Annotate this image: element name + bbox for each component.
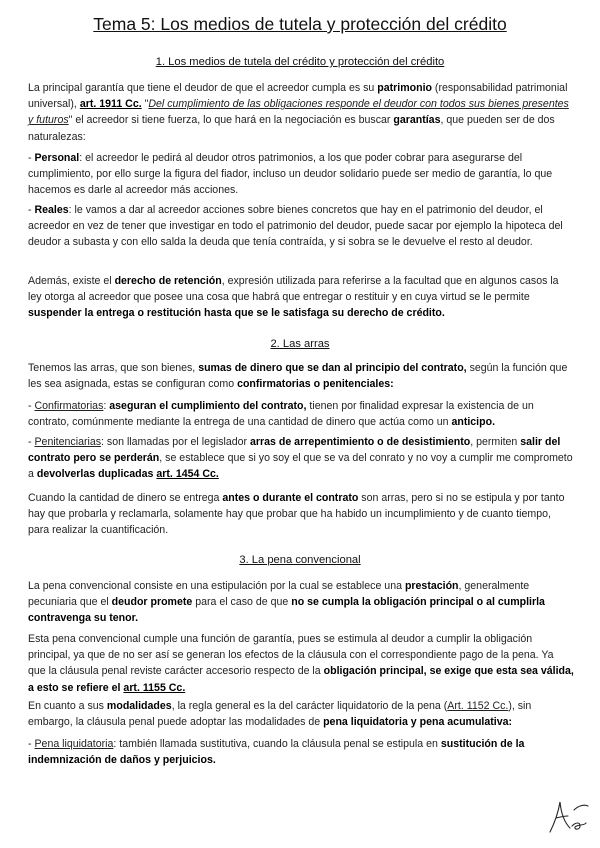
section-1-heading: 1. Los medios de tutela del crédito y protección del crédito xyxy=(155,56,445,68)
article-reference: art. 1911 Cc. xyxy=(79,98,142,111)
article-reference: art. 1155 Cc. xyxy=(123,681,186,694)
handwritten-signature xyxy=(546,796,592,836)
legal-quote: Del cumplimiento de las obligaciones responde el deudor con todos sus bienes presentes y futuros xyxy=(28,98,569,127)
section-3-paragraph-1: La pena convencional consiste en una estipulación por la cual se establece una prestación, generalmente pecuniaria que el deudor promete para el caso de que no se cumpla la obligación principal o al cumplirla contravenga su tenor. xyxy=(28,580,545,625)
section-1-paragraph-personal: - Personal: el acreedor le pedirá al deudor otros patrimonios, a los que poder cobrar para asegurarse del cumplimiento, por ello surge la figura del fiador, incluso un deudor solidario puede ser medio de garantía, lo que hacemos es darle al acreedor más acciones. xyxy=(28,152,553,197)
section-3-paragraph-pena-liquidatoria: - Pena liquidatoria: también llamada sustitutiva, cuando la cláusula penal se estipula en sustitución de la indemnización de daños y perjuicios. xyxy=(28,738,525,767)
document-title: Tema 5: Los medios de tutela y protección del crédito xyxy=(93,14,507,34)
section-2-paragraph-2: Cuando la cantidad de dinero se entrega antes o durante el contrato son arras, pero si no se estipula y por tanto hay que probarla y reclamarla, solamente hay que probar que ha habido un incumplimiento y de cuanto tiempo, para realizar la cuantificación. xyxy=(28,492,565,537)
section-1-paragraph-1: La principal garantía que tiene el deudor de que el acreedor cumpla es su patrimonio (responsabilidad patrimonial universal), art. 1911 Cc. "Del cumplimiento de las obligaciones responde el deudor con todos sus bienes presentes y futuros" el acreedor si tiene fuerza, lo que hará en la negociación es buscar garantías, que pueden ser de dos naturalezas: xyxy=(28,82,569,143)
section-2-paragraph-1: Tenemos las arras, que son bienes, sumas de dinero que se dan al principio del contrato, según la función que les sea asignada, estas se configuran como confirmatorias o penitenciales: xyxy=(28,362,568,391)
article-reference: art. 1454 Cc. xyxy=(156,468,219,481)
section-3-heading: 3. La pena convencional xyxy=(239,554,361,566)
section-2-heading: 2. Las arras xyxy=(270,338,330,350)
section-3-paragraph-3: En cuanto a sus modalidades, la regla general es la del carácter liquidatorio de la pena (Art. 1152 Cc.), sin embargo, la cláusula penal puede adoptar las modalidades de pena liquidatoria y pena acumulativa: xyxy=(28,700,532,729)
section-3-paragraph-2: Esta pena convencional cumple una función de garantía, pues se estimula al deudor a cumplir la obligación principal, ya que de no ser así se generan los efectos de la cláusula con el correspondiente pago de la pena. Ya que la cláusula penal reviste carácter accesorio respecto de la obligación principal, se exige que esta sea válida, a esto se refiere el art. 1155 Cc. xyxy=(28,633,574,694)
section-1-paragraph-retencion: Además, existe el derecho de retención, expresión utilizada para referirse a la facultad que en algunos casos la ley otorga al acreedor que posee una cosa que habrá que entregar o restituir y en cuya virtud se le permite suspender la entrega o restitución hasta que se le satisfaga su derecho de crédito. xyxy=(28,275,559,320)
section-1-paragraph-reales: - Reales: le vamos a dar al acreedor acciones sobre bienes concretos que hay en el patrimonio del deudor, el acreedor en vez de tener que investigar en todo el patrimonio del deudor, puede sacar por ejemplo la hipoteca del deudor a subasta y con ello salda la deuda que tenía contraída, y si sobra se le devuelve el resto al deudor. xyxy=(28,204,563,249)
section-2-paragraph-penitenciarias: - Penitenciarias: son llamadas por el legislador arras de arrepentimiento o de desistimiento, permiten salir del contrato pero se perderán, se establece que si yo soy el que se va del conrato y no voy a cumplir me comprometo a devolverlas duplicadas art. 1454 Cc. xyxy=(28,436,573,481)
section-2-paragraph-confirmatorias: - Confirmatorias: aseguran el cumplimiento del contrato, tienen por finalidad expresar la existencia de un contrato, comúnmente mediante la entrega de una cantidad de dinero que actúa como un anticipo. xyxy=(28,400,534,429)
article-reference: Art. 1152 Cc. xyxy=(447,700,509,712)
